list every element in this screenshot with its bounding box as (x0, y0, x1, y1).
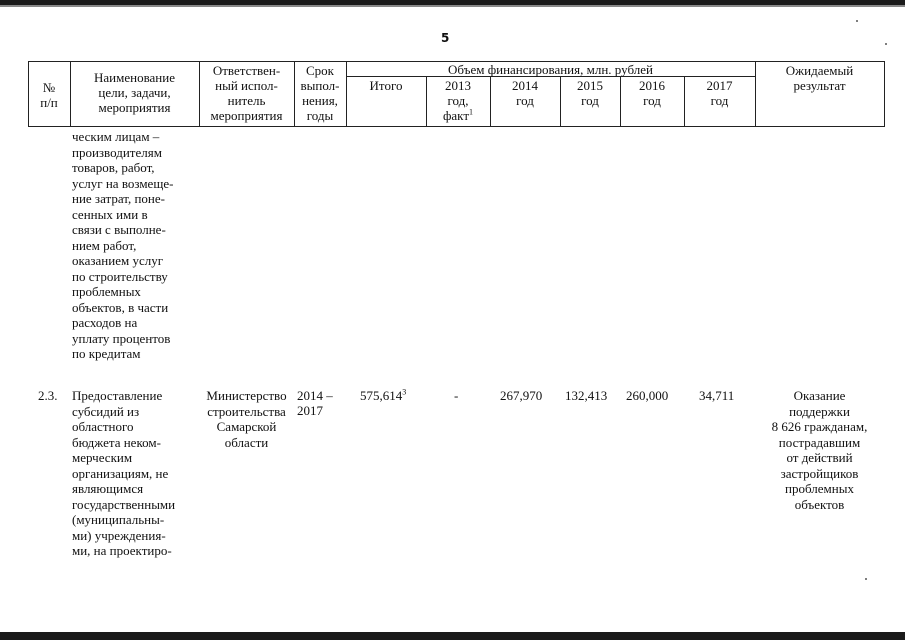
header-2014: 2014 год (512, 78, 538, 108)
continuation-text: ческим лицам – производителям товаров, работ, услуг на возмеще- ние затрат, поне- сенных ими в связи с выполне- нием работ, оказанием услуг по строительству проблемных объектов, в части расходов на уплату процентов по кредитам (72, 129, 174, 361)
row-term-start: 2014 – (297, 388, 333, 403)
row-2016: 260,000 (626, 388, 669, 403)
header-result: Ожидаемый результат (785, 63, 854, 93)
row-term-end: 2017 (297, 403, 323, 418)
scan-bottom-border (0, 632, 905, 640)
header-number: № п/п (40, 80, 58, 110)
header-term: Срок выпол- нения, годы (300, 63, 340, 123)
row-result: Оказание поддержки 8 626 гражданам, пострадавшим от действий застройщиков проблемных объектов (771, 388, 868, 512)
header-financing: Объем финансирования, млн. рублей (448, 62, 653, 77)
header-2017: 2017 год (706, 78, 733, 108)
scan-speck (885, 43, 887, 45)
row-2013: - (454, 388, 459, 403)
header-executor: Ответствен- ный испол- нитель мероприятия (210, 63, 283, 123)
header-2013-year: 2013 (445, 78, 471, 93)
scan-top-shadow (0, 5, 905, 7)
row-total-value: 575,614 (360, 388, 403, 403)
row-total (360, 388, 406, 403)
row-2015: 132,413 (565, 388, 608, 403)
header-2013-label: год, (447, 93, 469, 108)
scan-speck (865, 578, 867, 580)
header-name: Наименование цели, задачи, мероприятия (94, 70, 175, 115)
grid-line (884, 61, 885, 127)
header-2015: 2015 год (577, 78, 603, 108)
footnote-marker: 1 (469, 107, 474, 117)
header-total: Итого (369, 78, 403, 93)
row-2014: 267,970 (500, 388, 543, 403)
row-number: 2.3. (38, 388, 58, 403)
header-2013 (426, 78, 490, 123)
row-name: Предоставление субсидий из областного бюджета неком- мерческим организациям, не являющимся государственными (муниципальны- ми) учреждения- ми, на проектиро- (72, 388, 176, 558)
page-number: 5 (441, 31, 450, 45)
scan-speck (856, 20, 858, 22)
footnote-marker: 3 (402, 387, 407, 397)
header-2013-fact-text: факт (442, 108, 470, 123)
header-2013-fact (426, 108, 490, 123)
row-executor: Министерство строительства Самарской области (206, 388, 287, 450)
row-term (297, 388, 333, 418)
row-2017: 34,711 (699, 388, 735, 403)
header-2016: 2016 год (639, 78, 665, 108)
